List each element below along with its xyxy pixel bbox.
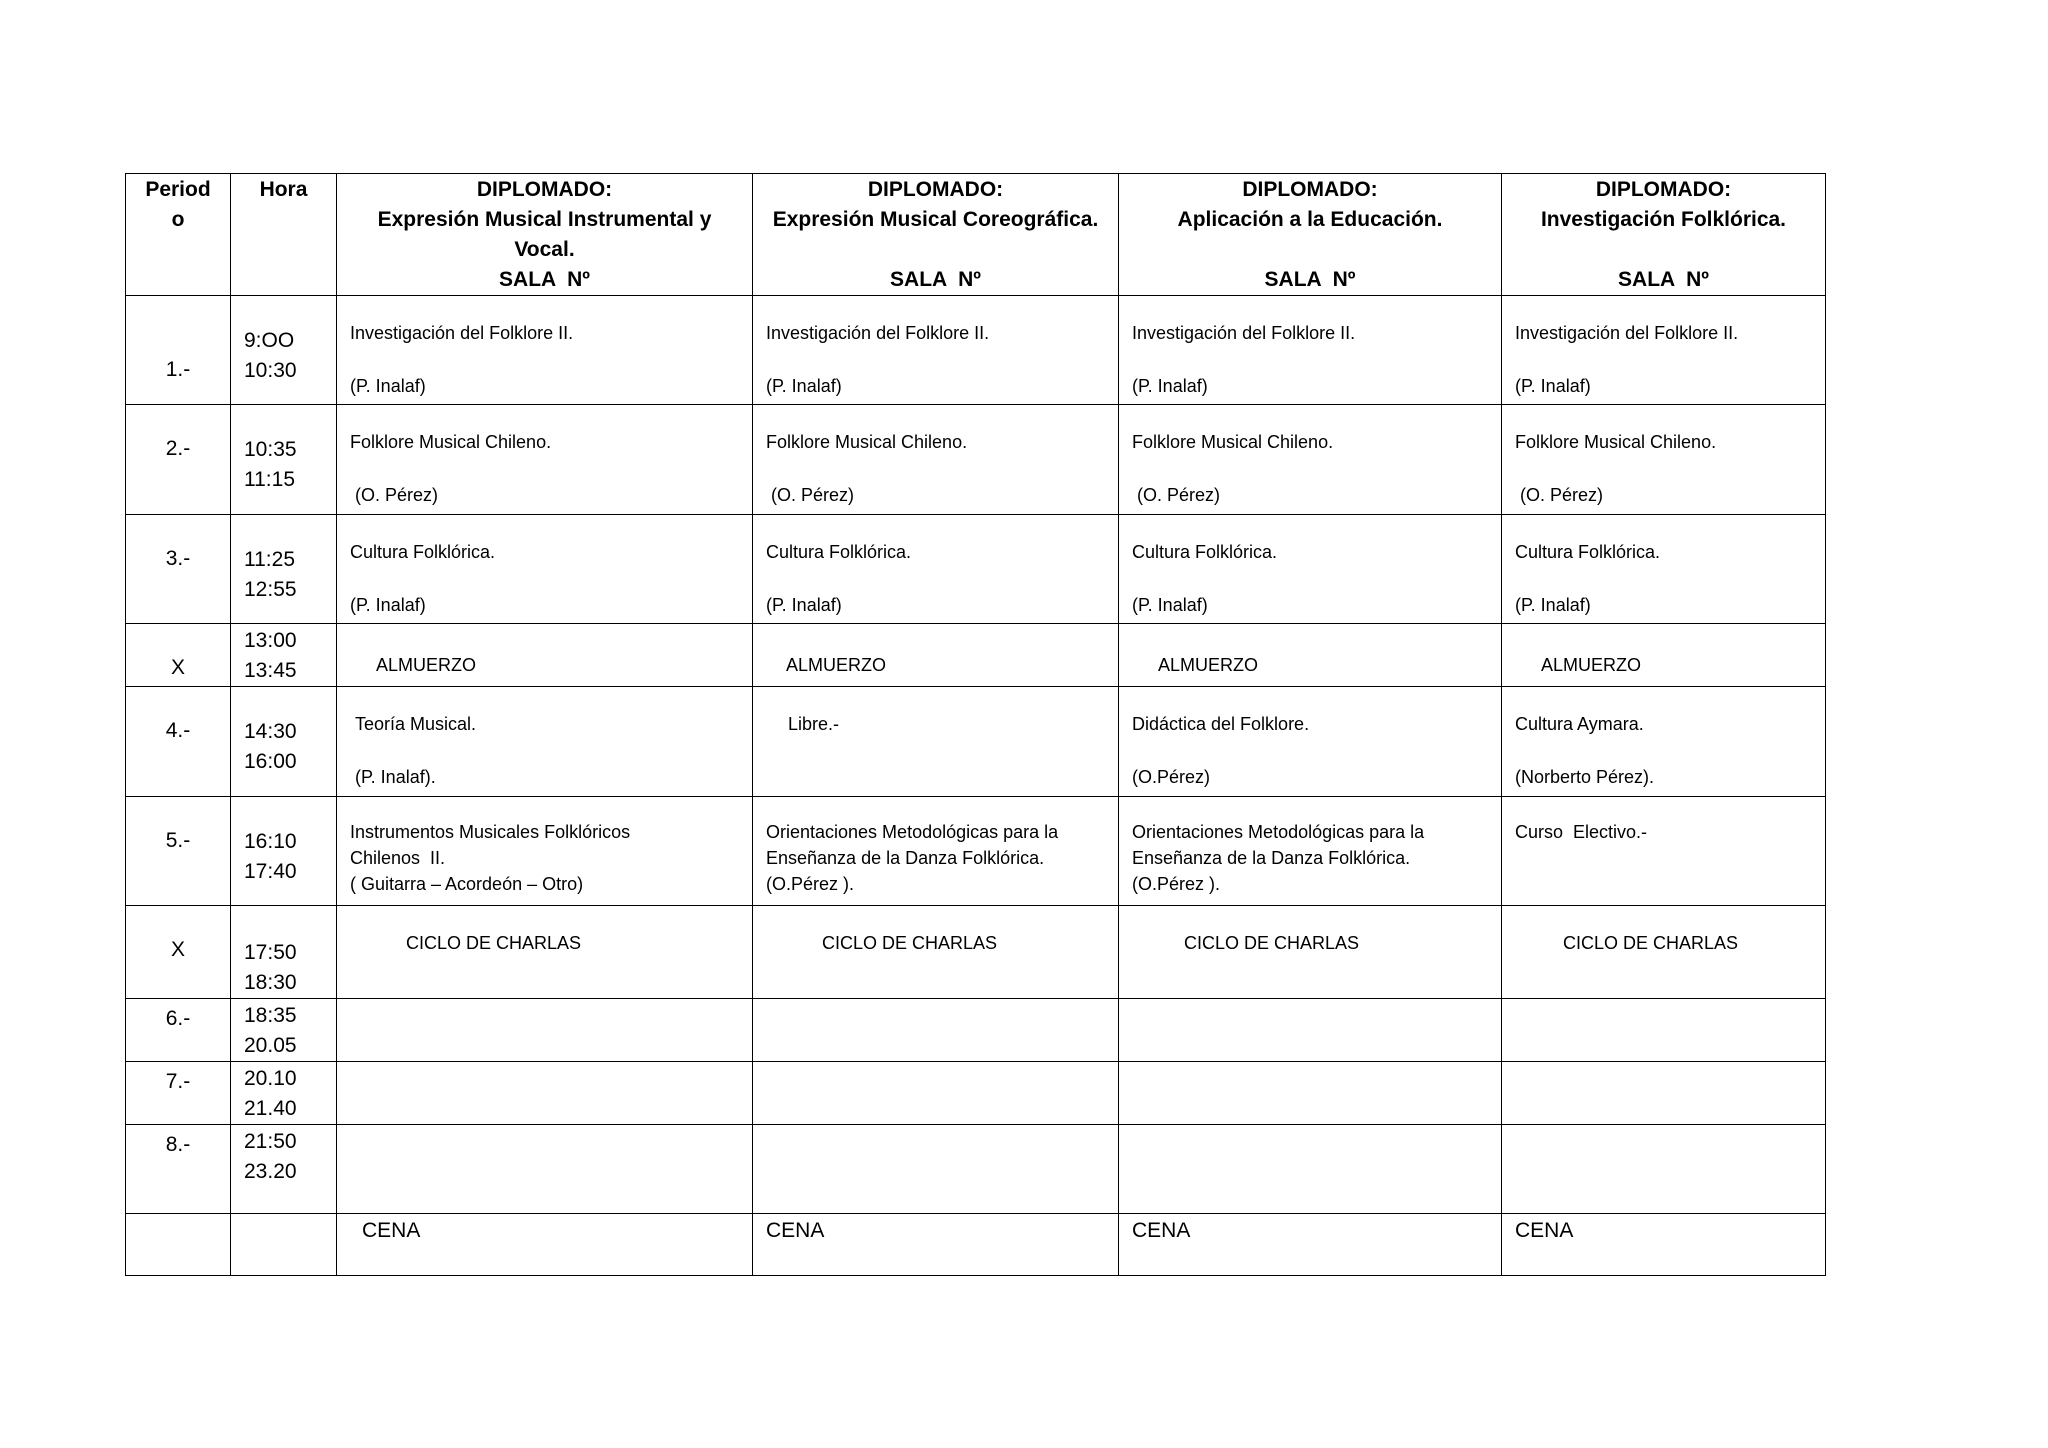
cell-text: CICLO DE CHARLAS xyxy=(1184,933,1360,953)
col-title: Aplicación a la Educación. xyxy=(1177,208,1443,231)
schedule-cell xyxy=(753,687,1119,797)
cell-text: ALMUERZO xyxy=(376,655,477,675)
end-time: 21.40 xyxy=(244,1097,297,1120)
header-row xyxy=(126,174,1826,296)
subject-name: Investigación del Folklore II. xyxy=(1132,323,1356,343)
hora-cell xyxy=(231,296,337,405)
schedule-cell xyxy=(1502,906,1826,999)
teacher-name: (P. Inalaf) xyxy=(1132,376,1208,396)
hora-cell xyxy=(231,1125,337,1214)
schedule-cell xyxy=(1502,296,1826,405)
col-sala: SALA Nº xyxy=(499,268,590,291)
start-time: 20.10 xyxy=(244,1067,297,1090)
schedule-cell xyxy=(337,515,753,624)
table-row xyxy=(126,296,1826,405)
schedule-cell xyxy=(1119,797,1502,906)
col-title: Expresión Musical Coreográfica. xyxy=(772,208,1099,231)
end-time: 12:55 xyxy=(244,578,297,601)
header-col-2 xyxy=(1119,174,1502,296)
schedule-cell xyxy=(1502,687,1826,797)
period-number: 1.- xyxy=(165,358,191,381)
teacher-name: (P. Inalaf) xyxy=(766,595,842,615)
schedule-cell xyxy=(337,624,753,687)
subject-name: Folklore Musical Chileno. xyxy=(766,432,968,452)
header-hora xyxy=(231,174,337,296)
header-period xyxy=(126,174,231,296)
schedule-cell xyxy=(1119,1062,1502,1125)
teacher-name: (P. Inalaf) xyxy=(350,595,426,615)
cell-text: CENA xyxy=(1515,1219,1574,1242)
schedule-cell xyxy=(753,999,1119,1062)
cell-line: (O.Pérez ). xyxy=(766,874,855,894)
schedule-cell xyxy=(1119,906,1502,999)
schedule-cell xyxy=(1119,687,1502,797)
table-row xyxy=(126,906,1826,999)
schedule-cell xyxy=(337,1214,753,1276)
col-title: Investigación Folklórica. xyxy=(1540,208,1787,231)
cell-line: Chilenos II. xyxy=(350,848,446,868)
schedule-cell xyxy=(753,1214,1119,1276)
hora-cell xyxy=(231,405,337,515)
schedule-cell xyxy=(1119,1125,1502,1214)
col-sala: SALA Nº xyxy=(1264,268,1356,291)
schedule-cell xyxy=(1502,405,1826,515)
start-time: 14:30 xyxy=(244,720,297,743)
cell-line: Orientaciones Metodológicas para la xyxy=(766,822,1059,842)
period-cell xyxy=(126,999,231,1062)
schedule-cell xyxy=(1502,624,1826,687)
subject-name: Cultura Folklórica. xyxy=(350,542,496,562)
period-cell xyxy=(126,624,231,687)
subject-name: Cultura Folklórica. xyxy=(1132,542,1278,562)
start-time: 13:00 xyxy=(244,629,297,652)
hora-cell xyxy=(231,797,337,906)
teacher-name: (P. Inalaf) xyxy=(1515,376,1591,396)
teacher-name: (P. Inalaf). xyxy=(355,767,436,787)
teacher-name: (O.Pérez) xyxy=(1132,767,1211,787)
col-title: Expresión Musical Instrumental y Vocal. xyxy=(377,208,712,261)
teacher-name: (O. Pérez) xyxy=(350,485,439,505)
schedule-cell xyxy=(337,687,753,797)
col-sala: SALA Nº xyxy=(890,268,981,291)
schedule-cell xyxy=(1119,515,1502,624)
cell-text: CICLO DE CHARLAS xyxy=(822,933,998,953)
schedule-cell xyxy=(1502,999,1826,1062)
schedule-cell xyxy=(337,797,753,906)
header-col-1 xyxy=(753,174,1119,296)
end-time: 20.05 xyxy=(244,1034,297,1057)
subject-name: Investigación del Folklore II. xyxy=(1515,323,1739,343)
schedule-cell xyxy=(337,1062,753,1125)
cell-line: ( Guitarra – Acordeón – Otro) xyxy=(350,874,584,894)
schedule-cell xyxy=(753,296,1119,405)
header-col-3 xyxy=(1502,174,1826,296)
schedule-cell xyxy=(1502,797,1826,906)
table-row xyxy=(126,1125,1826,1214)
hora-cell xyxy=(231,687,337,797)
cell-text: ALMUERZO xyxy=(786,655,887,675)
period-cell xyxy=(126,797,231,906)
table-row xyxy=(126,687,1826,797)
cell-line: Instrumentos Musicales Folklóricos xyxy=(350,822,631,842)
schedule-cell xyxy=(1119,296,1502,405)
period-number: 5.- xyxy=(165,829,191,852)
cell-text: CICLO DE CHARLAS xyxy=(406,933,582,953)
schedule-cell xyxy=(337,1125,753,1214)
schedule-cell xyxy=(753,1062,1119,1125)
cell-text: CENA xyxy=(362,1219,421,1242)
subject-name: Investigación del Folklore II. xyxy=(766,323,990,343)
period-cell xyxy=(126,906,231,999)
schedule-cell xyxy=(337,296,753,405)
col-label: DIPLOMADO: xyxy=(476,178,613,201)
start-time: 16:10 xyxy=(244,830,297,853)
table-row xyxy=(126,624,1826,687)
period-number: 2.- xyxy=(165,437,191,460)
table-row xyxy=(126,999,1826,1062)
subject-name: Folklore Musical Chileno. xyxy=(1132,432,1334,452)
schedule-body xyxy=(126,296,1826,1276)
period-number: 7.- xyxy=(165,1070,191,1093)
schedule-cell xyxy=(753,515,1119,624)
end-time: 10:30 xyxy=(244,359,297,382)
col-sala: SALA Nº xyxy=(1618,268,1709,291)
period-number: X xyxy=(170,656,185,679)
table-row xyxy=(126,515,1826,624)
end-time: 16:00 xyxy=(244,750,297,773)
hora-cell xyxy=(231,999,337,1062)
subject-name: Investigación del Folklore II. xyxy=(350,323,574,343)
teacher-name: (O. Pérez) xyxy=(1515,485,1604,505)
teacher-name: (O. Pérez) xyxy=(766,485,855,505)
schedule-cell xyxy=(753,624,1119,687)
start-time: 9:OO xyxy=(244,329,295,352)
cell-text: ALMUERZO xyxy=(1158,655,1259,675)
schedule-cell xyxy=(337,999,753,1062)
end-time: 23.20 xyxy=(244,1160,297,1183)
teacher-name: (P. Inalaf) xyxy=(1515,595,1591,615)
end-time: 17:40 xyxy=(244,860,297,883)
hora-cell xyxy=(231,1214,337,1276)
start-time: 21:50 xyxy=(244,1130,297,1153)
table-row xyxy=(126,405,1826,515)
period-number: X xyxy=(170,938,185,961)
subject-name: Didáctica del Folklore. xyxy=(1132,714,1310,734)
table-row xyxy=(126,797,1826,906)
col-label: DIPLOMADO: xyxy=(1242,178,1378,201)
schedule-cell xyxy=(1119,405,1502,515)
period-number: 8.- xyxy=(165,1133,191,1156)
period-cell xyxy=(126,405,231,515)
schedule-cell xyxy=(1119,1214,1502,1276)
subject-name: Cultura Aymara. xyxy=(1515,714,1644,734)
teacher-name: (P. Inalaf) xyxy=(766,376,842,396)
period-number: 6.- xyxy=(165,1007,191,1030)
start-time: 11:25 xyxy=(244,548,295,571)
start-time: 17:50 xyxy=(244,941,297,964)
period-cell xyxy=(126,1062,231,1125)
period-number: 3.- xyxy=(165,547,191,570)
cell-text: CENA xyxy=(1132,1219,1191,1242)
period-number: 4.- xyxy=(165,719,191,742)
teacher-name: (P. Inalaf) xyxy=(350,376,426,396)
cell-line: Orientaciones Metodológicas para la xyxy=(1132,822,1425,842)
schedule-cell xyxy=(1502,1125,1826,1214)
period-cell xyxy=(126,1125,231,1214)
header-col-0 xyxy=(337,174,753,296)
hora-cell xyxy=(231,1062,337,1125)
hora-cell xyxy=(231,515,337,624)
schedule-cell xyxy=(753,405,1119,515)
end-time: 13:45 xyxy=(244,659,297,682)
table-row xyxy=(126,1062,1826,1125)
subject-name: Folklore Musical Chileno. xyxy=(350,432,552,452)
schedule-cell xyxy=(753,906,1119,999)
teacher-name: (O. Pérez) xyxy=(1132,485,1221,505)
hora-cell xyxy=(231,906,337,999)
period-cell xyxy=(126,296,231,405)
teacher-name: (P. Inalaf) xyxy=(1132,595,1208,615)
subject-name: Cultura Folklórica. xyxy=(766,542,912,562)
schedule-cell xyxy=(1119,999,1502,1062)
schedule-cell xyxy=(1502,515,1826,624)
schedule-cell xyxy=(753,1125,1119,1214)
header-period-label: Period o xyxy=(145,178,211,231)
cell-line: Enseñanza de la Danza Folklórica. xyxy=(1132,848,1411,868)
col-label: DIPLOMADO: xyxy=(1595,178,1732,201)
schedule-cell xyxy=(753,797,1119,906)
table-row xyxy=(126,1214,1826,1276)
header-hora-label: Hora xyxy=(259,178,308,201)
end-time: 11:15 xyxy=(244,468,295,491)
period-cell xyxy=(126,1214,231,1276)
start-time: 10:35 xyxy=(244,438,297,461)
subject-name: Folklore Musical Chileno. xyxy=(1515,432,1717,452)
cell-text: CENA xyxy=(766,1219,825,1242)
cell-line: (O.Pérez ). xyxy=(1132,874,1221,894)
hora-cell xyxy=(231,624,337,687)
schedule-table xyxy=(125,173,1826,1276)
teacher-name: (Norberto Pérez). xyxy=(1515,767,1655,787)
subject-name: Teoría Musical. xyxy=(355,714,477,734)
subject-name: Libre.- xyxy=(788,714,840,734)
cell-text: CICLO DE CHARLAS xyxy=(1563,933,1739,953)
schedule-cell xyxy=(1502,1062,1826,1125)
end-time: 18:30 xyxy=(244,971,297,994)
subject-name: Cultura Folklórica. xyxy=(1515,542,1661,562)
schedule-cell xyxy=(337,405,753,515)
cell-line: Enseñanza de la Danza Folklórica. xyxy=(766,848,1045,868)
period-cell xyxy=(126,515,231,624)
cell-text: ALMUERZO xyxy=(1541,655,1642,675)
schedule-cell xyxy=(1119,624,1502,687)
col-label: DIPLOMADO: xyxy=(867,178,1004,201)
schedule-cell xyxy=(337,906,753,999)
period-cell xyxy=(126,687,231,797)
start-time: 18:35 xyxy=(244,1004,297,1027)
cell-line: Curso Electivo.- xyxy=(1515,822,1648,842)
schedule-cell xyxy=(1502,1214,1826,1276)
